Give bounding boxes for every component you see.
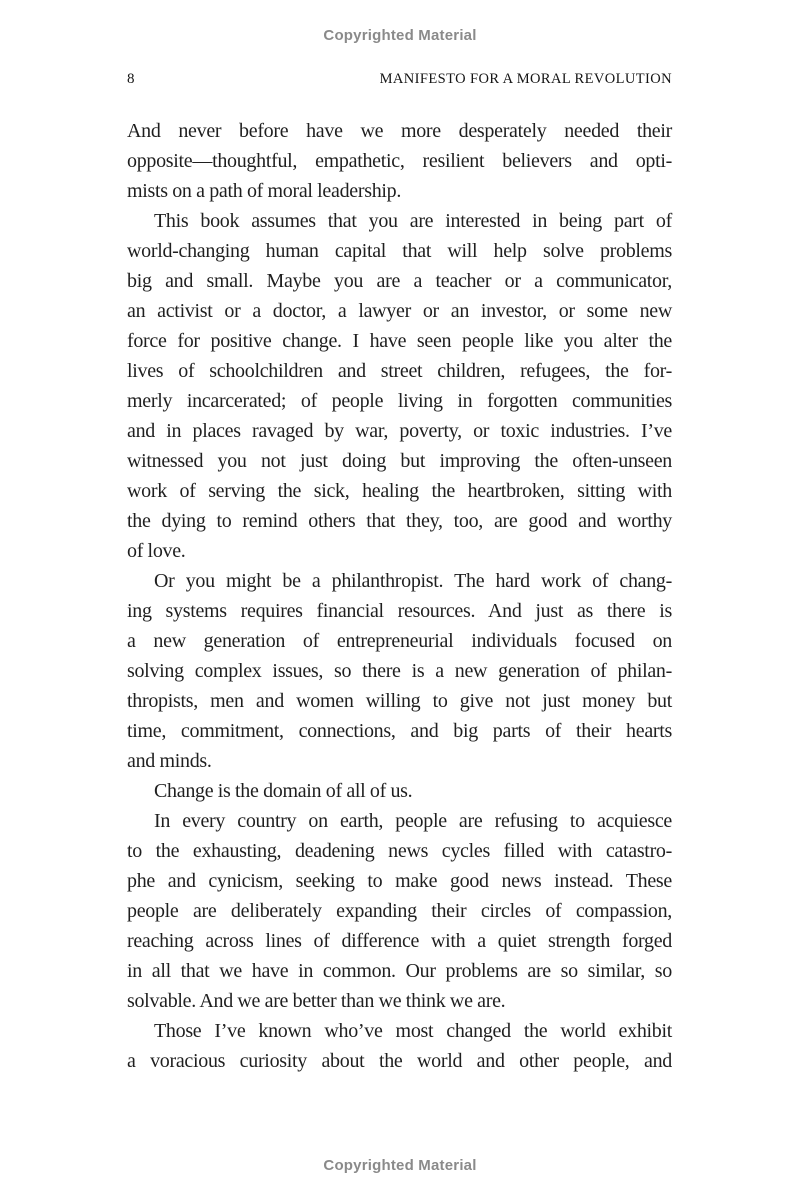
body-line: solving complex issues, so there is a new generation of philan-: [127, 660, 672, 682]
body-line: mists on a path of moral leadership.: [127, 180, 402, 202]
page-header: [127, 71, 672, 88]
body-line: merly incarcerated; of people living in forgotten communities: [127, 390, 672, 412]
body-line: Or you might be a philanthropist. The hard work of chang-: [154, 570, 672, 592]
body-line: time, commitment, connections, and big parts of their hearts: [127, 720, 672, 742]
body-line: Change is the domain of all of us.: [154, 780, 413, 802]
body-line: And never before have we more desperately needed their: [127, 120, 672, 142]
body-line: witnessed you not just doing but improving the often-unseen: [127, 450, 672, 472]
body-line: This book assumes that you are interested in being part of: [154, 210, 672, 232]
body-line: big and small. Maybe you are a teacher or a communicator,: [127, 270, 672, 292]
body-line: In every country on earth, people are refusing to acquiesce: [154, 810, 672, 832]
body-line: an activist or a doctor, a lawyer or an investor, or some new: [127, 300, 672, 322]
body-line: to the exhausting, deadening news cycles filled with catastro-: [127, 840, 672, 862]
body-line: of love.: [127, 540, 186, 562]
body-line: the dying to remind others that they, too, are good and worthy: [127, 510, 672, 532]
body-line: and in places ravaged by war, poverty, or toxic industries. I’ve: [127, 420, 672, 442]
body-line: work of serving the sick, healing the heartbroken, sitting with: [127, 480, 672, 502]
running-head: MANIFESTO FOR A MORAL REVOLUTION: [379, 71, 672, 87]
body-line: reaching across lines of difference with a quiet strength forged: [127, 930, 672, 952]
body-line: ing systems requires financial resources. And just as there is: [127, 600, 672, 622]
body-line: phe and cynicism, seeking to make good news instead. These: [127, 870, 672, 892]
page-number: 8: [127, 71, 135, 87]
body-line: thropists, men and women willing to give not just money but: [127, 690, 672, 712]
body-line: a new generation of entrepreneurial individuals focused on: [127, 630, 672, 652]
body-line: Those I’ve known who’ve most changed the world exhibit: [154, 1020, 672, 1042]
body-line: and minds.: [127, 750, 212, 772]
body-line: force for positive change. I have seen people like you alter the: [127, 330, 672, 352]
copyright-notice-bottom: Copyrighted Material: [323, 1157, 477, 1174]
body-line: opposite—thoughtful, empathetic, resilient believers and opti-: [127, 150, 672, 172]
body-line: world-changing human capital that will help solve problems: [127, 240, 672, 262]
body-line: solvable. And we are better than we think we are.: [127, 990, 506, 1012]
copyright-notice-top: Copyrighted Material: [323, 27, 477, 44]
body-line: people are deliberately expanding their circles of compassion,: [127, 900, 672, 922]
body-line: a voracious curiosity about the world and other people, and: [127, 1050, 672, 1072]
body-text: [127, 116, 672, 1076]
body-line: lives of schoolchildren and street children, refugees, the for-: [127, 360, 672, 382]
body-line: in all that we have in common. Our problems are so similar, so: [127, 960, 672, 982]
